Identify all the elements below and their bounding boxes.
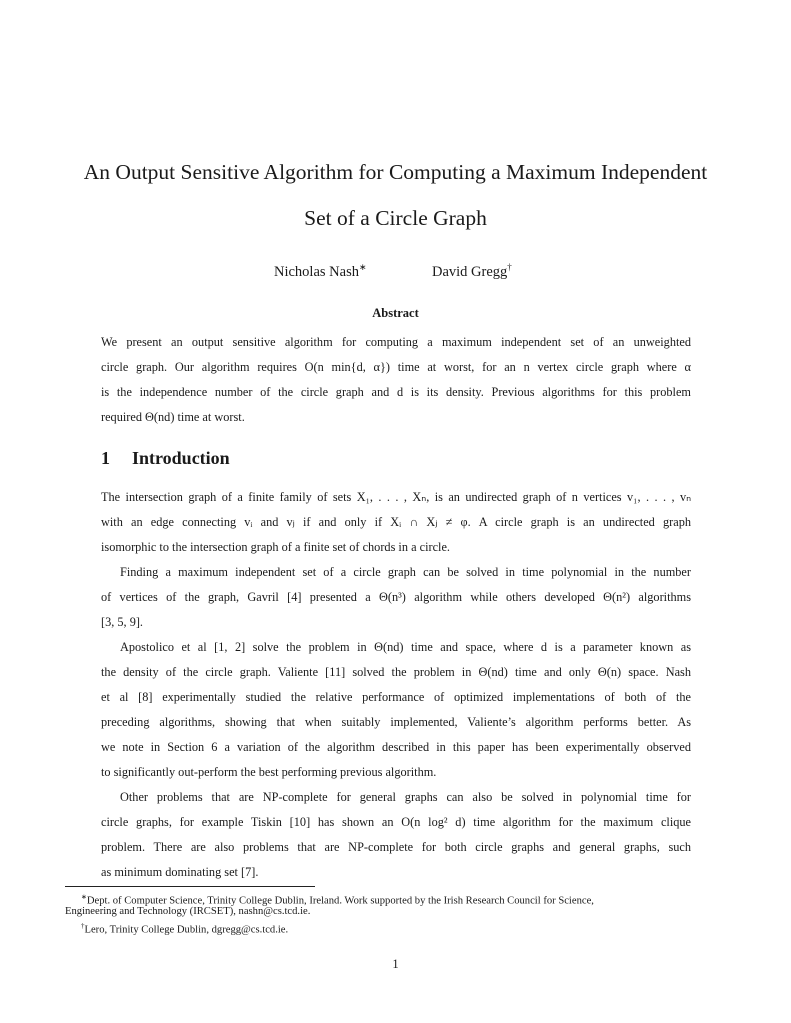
author-1-name: Nicholas Nash [274, 263, 359, 280]
page-number: 1 [392, 957, 399, 971]
body-line: the density of the circle graph. Valiente [11] solved the problem in Θ(nd) time and only Θ(n) space. Nash [101, 665, 691, 679]
body-line: et al [8] experimentally studied the relative performance of optimized implementations of both of the [101, 690, 691, 704]
body-line: to significantly out-perform the best performing previous algorithm. [101, 765, 437, 779]
section-heading-introduction [101, 448, 230, 469]
body-line: Finding a maximum independent set of a circle graph can be solved in time polynomial in the number [120, 565, 691, 579]
body-line: The intersection graph of a finite family of sets X₁, . . . , Xₙ, is an undirected graph of n vertices v₁, . . . , vₙ [101, 490, 691, 504]
paper-title-line-2: Set of a Circle Graph [304, 206, 487, 230]
body-line: preceding algorithms, showing that when suitably implemented, Valiente’s algorithm performs better. As [101, 715, 691, 729]
footnote-text: Engineering and Technology (IRCSET), nashn@cs.tcd.ie. [65, 906, 311, 917]
abstract-line: circle graph. Our algorithm requires O(n min{d, α}) time at worst, for an n vertex circle graph where α [101, 360, 691, 374]
body-line: we note in Section 6 a variation of the algorithm described in this paper has been experimentally observed [101, 740, 691, 754]
author-2 [432, 262, 512, 281]
author-2-name: David Gregg [432, 263, 508, 280]
section-title: Introduction [132, 448, 230, 468]
body-line: problem. There are also problems that are NP-complete for both circle graphs and general graphs, such [101, 840, 691, 854]
body-line: as minimum dominating set [7]. [101, 865, 259, 879]
author-1-footnote-mark: ∗ [358, 262, 367, 272]
paper-title-line-1: An Output Sensitive Algorithm for Computing a Maximum Independent [83, 160, 708, 184]
author-2-footnote-mark: † [507, 262, 512, 272]
body-line: Apostolico et al [1, 2] solve the problem in Θ(nd) time and space, where d is a parameter known as [120, 640, 691, 654]
body-line: with an edge connecting vᵢ and vⱼ if and only if Xᵢ ∩ Xⱼ ≠ φ. A circle graph is an undirected graph [101, 515, 691, 529]
footnote-text: Dept. of Computer Science, Trinity College Dublin, Ireland. Work supported by the Irish Research Council for Science, [86, 895, 594, 907]
body-line: circle graphs, for example Tiskin [10] has shown an O(n log² d) time algorithm for the maximum clique [101, 815, 691, 829]
footnote-mark: ∗ [81, 893, 87, 901]
abstract-heading: Abstract [372, 306, 419, 320]
author-1 [274, 262, 367, 281]
footnote-text: Lero, Trinity College Dublin, dgregg@cs.tcd.ie. [84, 924, 289, 936]
footnote-separator [65, 886, 315, 887]
abstract-line: We present an output sensitive algorithm for computing a maximum independent set of an unweighted [101, 335, 691, 349]
section-number: 1 [101, 448, 110, 468]
body-line: isomorphic to the intersection graph of a finite set of chords in a circle. [101, 540, 450, 554]
footnote-2 [81, 920, 288, 937]
body-line: of vertices of the graph, Gavril [4] presented a Θ(n³) algorithm while others developed Θ(n²) algorithms [101, 590, 691, 604]
footnote-1-continued [65, 906, 310, 918]
body-line: Other problems that are NP-complete for general graphs can also be solved in polynomial time for [120, 790, 691, 804]
abstract-line: required Θ(nd) time at worst. [101, 410, 245, 424]
body-line: [3, 5, 9]. [101, 615, 144, 629]
abstract-line: is the independence number of the circle graph and d is its density. Previous algorithms for this problem [101, 385, 691, 399]
footnote-mark: † [81, 922, 85, 930]
